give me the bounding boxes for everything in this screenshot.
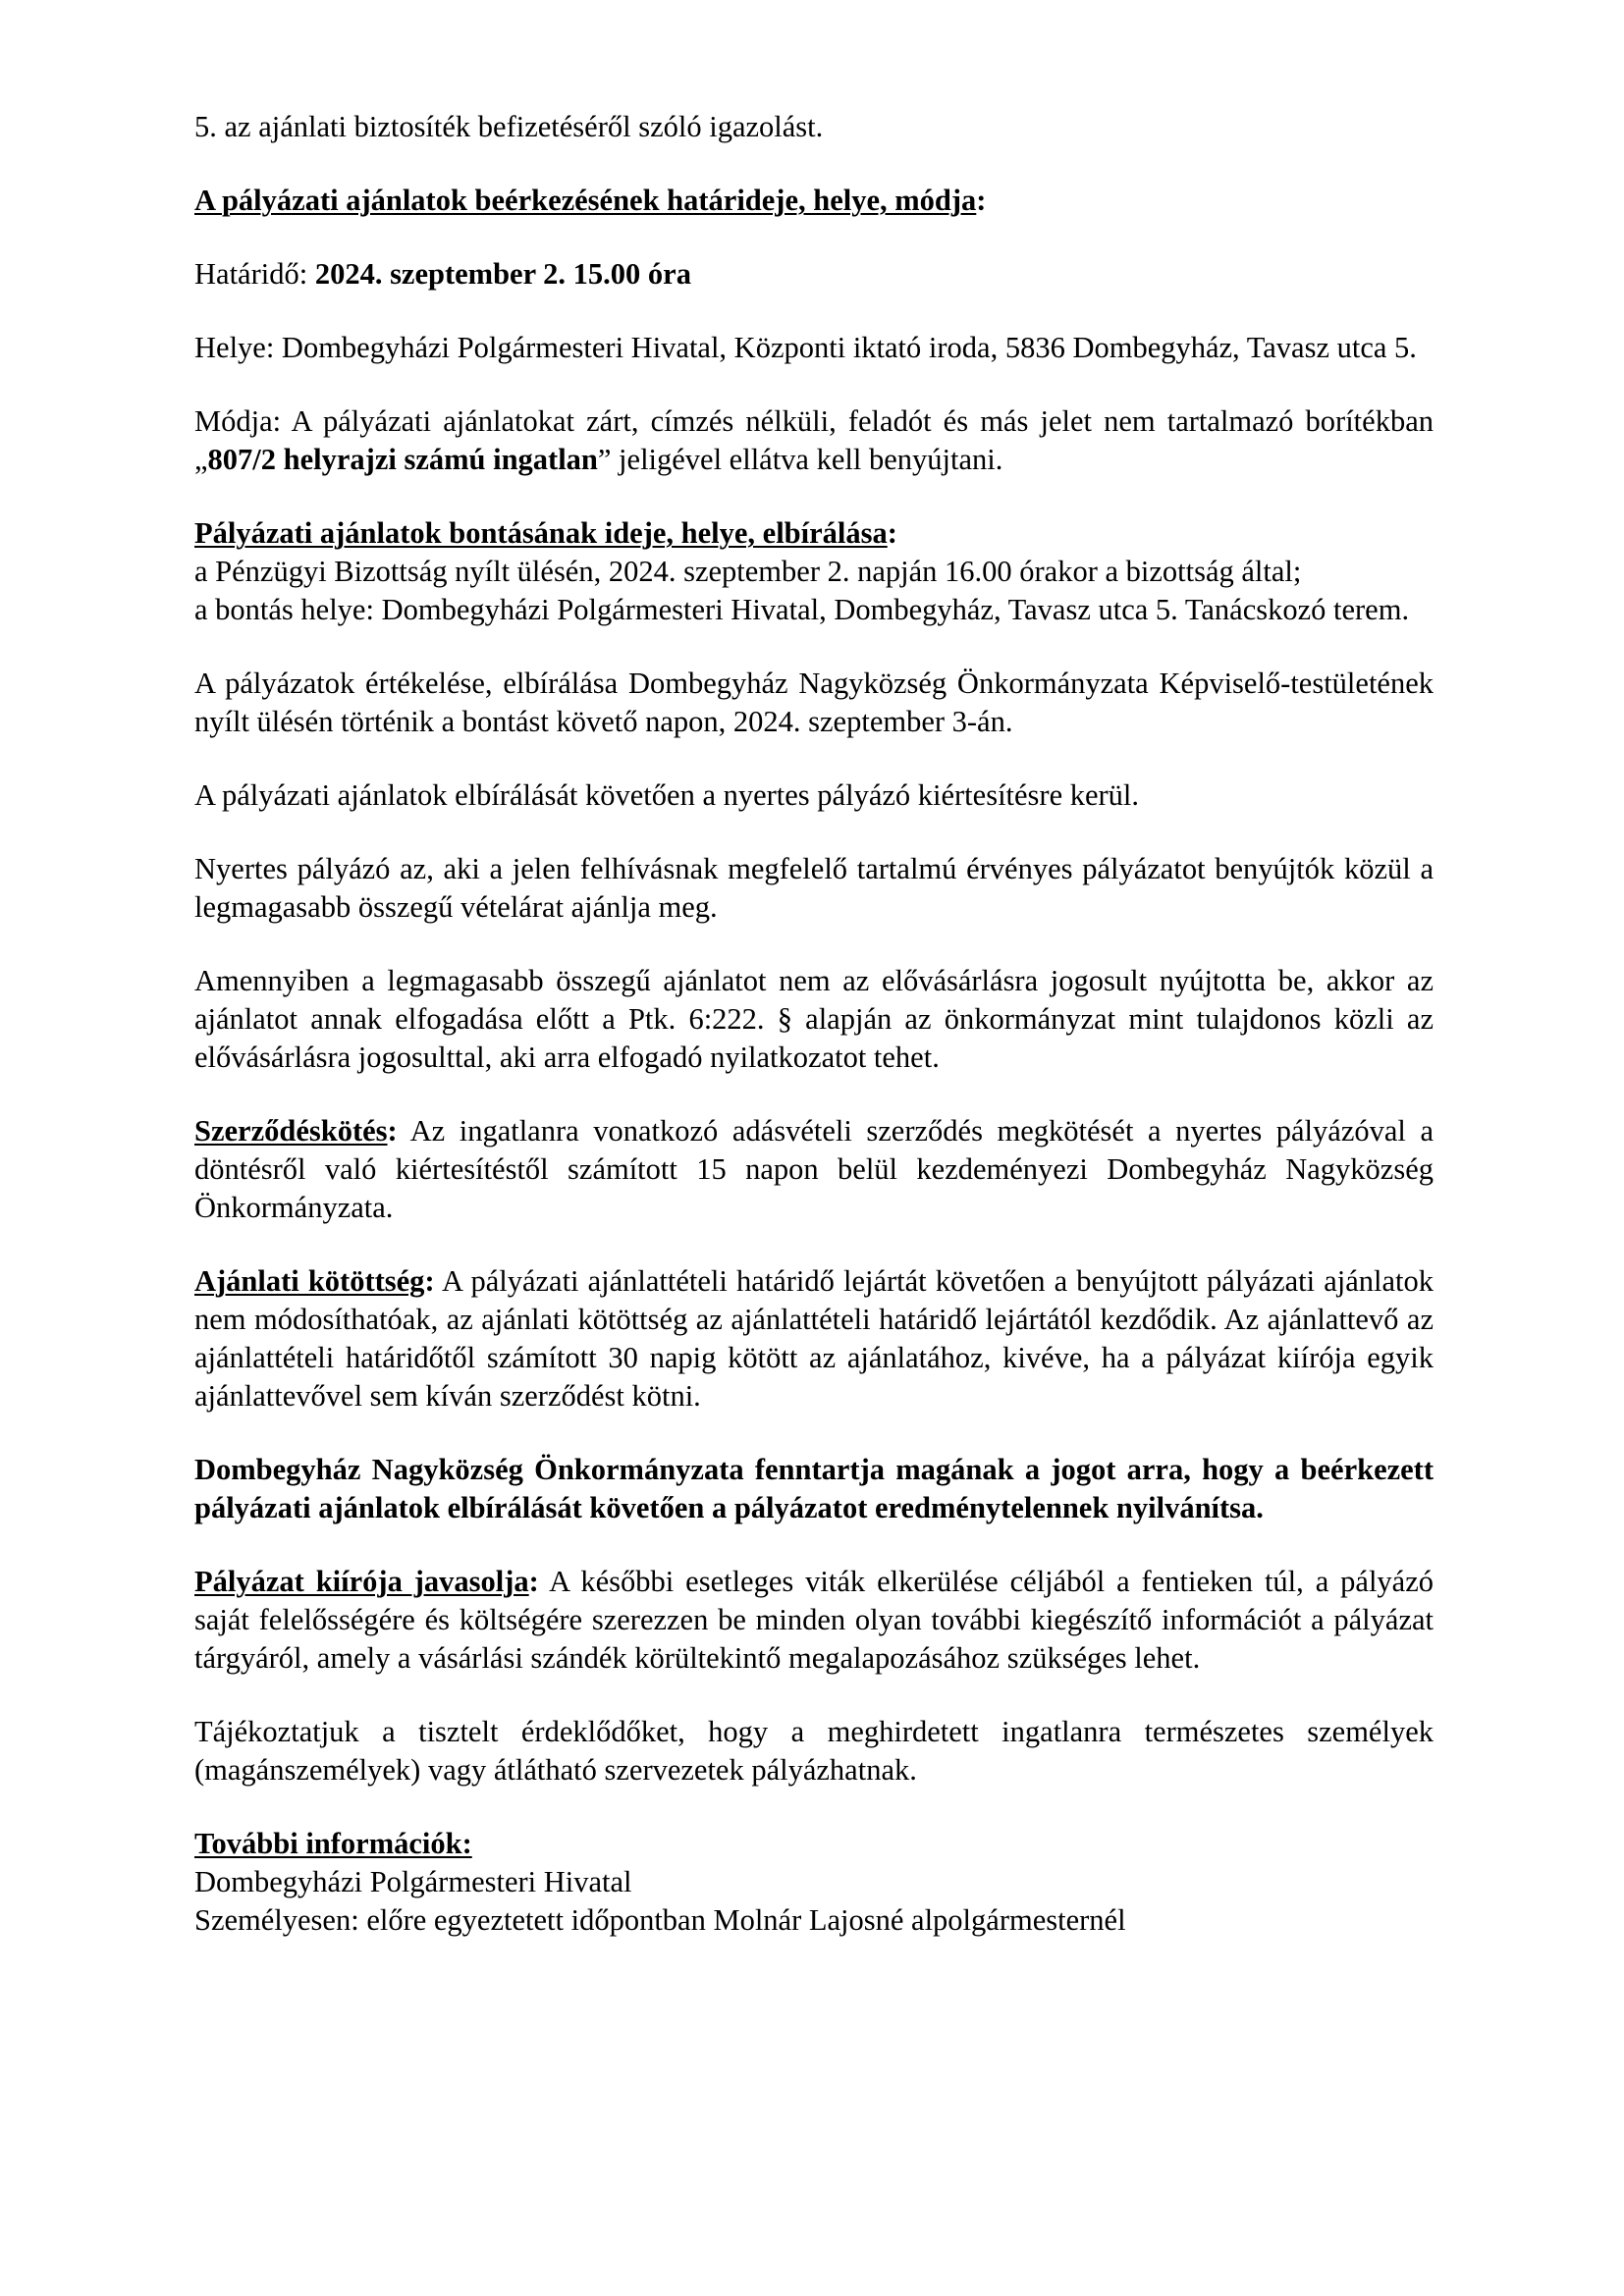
eligibility-paragraph: Tájékoztatjuk a tisztelt érdeklődőket, hogy a meghirdetett ingatlanra természetes személyek (magánszemélyek) vagy átlátható szervezetek pályázhatnak. — [194, 1715, 1434, 1787]
winner-paragraph: Nyertes pályázó az, aki a jelen felhívásnak megfelelő tartalmú érvényes pályázatot benyújtók közül a legmagasabb összegű vételárat ajánlja meg. — [194, 852, 1434, 924]
further-info-heading — [194, 1825, 1434, 1863]
further-info-line-2: Személyesen: előre egyeztetett időpontban Molnár Lajosné alpolgármesternél — [194, 1903, 1126, 1937]
recommendation-label: Pályázat kiírója javasolja — [194, 1565, 529, 1598]
method-password: 807/2 helyrajzi számú ingatlan — [207, 443, 598, 476]
binding-colon: : — [424, 1264, 435, 1298]
method-before: Módja: A pályázati ajánlatokat zárt, címzés nélküli, feladót és más jelet nem tartalmazó borítékban „ — [194, 404, 1434, 476]
deadline-heading-text: A pályázati ajánlatok beérkezésének határideje, helye, módja — [194, 184, 977, 217]
notification-paragraph: A pályázati ajánlatok elbírálását követően a nyertes pályázó kiértesítésre kerül. — [194, 778, 1140, 812]
method-after: ” jeligével ellátva kell benyújtani. — [597, 443, 1003, 476]
evaluation-paragraph: A pályázatok értékelése, elbírálása Dombegyház Nagyközség Önkormányzata Képviselő-testületének nyílt ülésén történik a bontást követő napon, 2024. szeptember 3-án. — [194, 667, 1434, 738]
further-info-heading-text: További információk: — [194, 1827, 472, 1860]
opening-line-2: a bontás helye: Dombegyházi Polgármesteri Hivatal, Dombegyház, Tavasz utca 5. Tanácskozó terem. — [194, 593, 1410, 626]
recommendation-paragraph — [194, 1563, 1434, 1678]
preemption-paragraph: Amennyiben a legmagasabb összegű ajánlatot nem az elővásárlásra jogosult nyújtotta be, akkor az ajánlatot annak elfogadása előtt a Ptk. 6:222. § alapján az önkormányzat mint tulajdonos közli az elővásárlásra jogosulttal, aki arra elfogadó nyilatkozatot tehet. — [194, 964, 1434, 1074]
further-info-line-1: Dombegyházi Polgármesteri Hivatal — [194, 1865, 632, 1898]
contract-colon: : — [387, 1114, 398, 1148]
item-5: 5. az ajánlati biztosíték befizetéséről szóló igazolást. — [194, 110, 824, 143]
opening-section-heading — [194, 514, 1434, 553]
binding-label: Ajánlati kötöttség — [194, 1264, 425, 1298]
opening-heading-colon: : — [887, 516, 897, 550]
opening-heading-text: Pályázati ajánlatok bontásának ideje, helye, elbírálása — [194, 516, 888, 550]
contract-label: Szerződéskötés — [194, 1114, 388, 1148]
reservation-paragraph: Dombegyház Nagyközség Önkormányzata fenntartja magának a jogot arra, hogy a beérkezett pályázati ajánlatok elbírálását követően a pályázatot eredménytelennek nyilvánítsa. — [194, 1453, 1434, 1524]
binding-paragraph — [194, 1262, 1434, 1415]
recommendation-colon: : — [528, 1565, 539, 1598]
deadline-value: 2024. szeptember 2. 15.00 óra — [314, 257, 691, 291]
deadline-heading-colon: : — [976, 184, 987, 217]
opening-line-1: a Pénzügyi Bizottság nyílt ülésén, 2024. szeptember 2. napján 16.00 órakor a bizottság által; — [194, 555, 1302, 588]
binding-text: A pályázati ajánlattételi határidő lejártát követően a benyújtott pályázati ajánlatok nem módosíthatóak, az ajánlati kötöttség az ajánlattételi határidő lejártától kezdődik. Az ajánlattevő az ajánlattételi határidőtől számított 30 napig kötött az ajánlatához, kivéve, ha a pályázat kiírója egyik ajánlattevővel sem kíván szerződést kötni. — [194, 1264, 1434, 1413]
place-line: Helye: Dombegyházi Polgármesteri Hivatal, Központi iktató iroda, 5836 Dombegyház, Tavasz utca 5. — [194, 331, 1417, 364]
recommendation-text: A későbbi esetleges viták elkerülése céljából a fentieken túl, a pályázó saját felelősségére és költségére szerezzen be minden olyan további kiegészítő információt a pályázat tárgyáról, amely a vásárlási szándék körültekintő megalapozásához szükséges lehet. — [194, 1565, 1434, 1675]
deadline-section-heading — [194, 182, 1434, 220]
deadline-line — [194, 255, 1434, 294]
contract-text: Az ingatlanra vonatkozó adásvételi szerződés megkötését a nyertes pályázóval a döntésről való kiértesítéstől számított 15 napon belül kezdeményezi Dombegyház Nagyközség Önkormányzata. — [194, 1114, 1434, 1224]
contract-paragraph — [194, 1112, 1434, 1227]
method-paragraph — [194, 402, 1434, 479]
deadline-label: Határidő: — [194, 257, 315, 291]
document-page — [194, 108, 1434, 1940]
